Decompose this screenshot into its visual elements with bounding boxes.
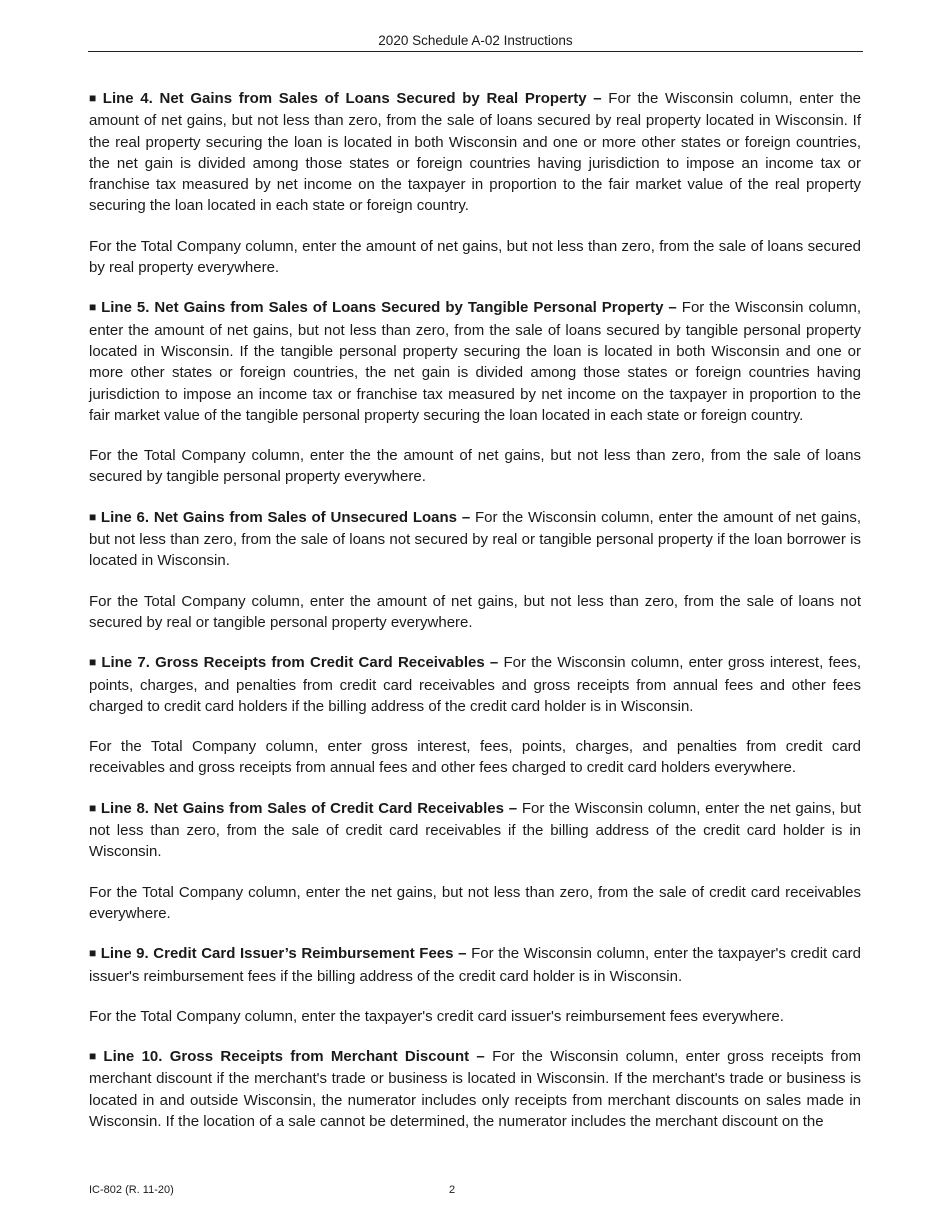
paragraph-line-6 [89, 507, 861, 572]
line-8-total-text: For the Total Company column, enter the net gains, but not less than zero, from the sale of credit card receivables everywhere. [89, 883, 861, 922]
bullet-square-icon: ■ [89, 800, 97, 815]
line-10-text: For the Wisconsin column, enter gross receipts from merchant discount if the merchant's trade or business is located in Wisconsin. If the merchant's trade or business is located in and outside Wisconsin, the numerator includes only receipts from merchant discounts on sales made in Wisconsin. If the location of a sale cannot be determined, the numerator includes the merchant discount on the [89, 1048, 861, 1130]
paragraph-line-7-total [89, 736, 861, 779]
paragraph-line-7 [89, 652, 861, 717]
line-7-heading: Line 7. Gross Receipts from Credit Card Receivables – [101, 654, 499, 672]
line-6-heading: Line 6. Net Gains from Sales of Unsecured Loans – [100, 508, 471, 526]
bullet-square-icon: ■ [89, 509, 97, 524]
footer-page-number: 2 [449, 1184, 456, 1196]
line-4-total-text: For the Total Company column, enter the amount of net gains, but not less than zero, from the sale of loans secured by real property everywhere. [89, 237, 861, 277]
paragraph-line-9-total [89, 1006, 861, 1027]
line-6-text: For the Wisconsin column, enter the amount of net gains, but not less than zero, from the sale of loans not secured by real or tangible personal property if the loan borrower is located in Wisconsin. [89, 508, 862, 570]
bullet-square-icon: ■ [89, 1049, 100, 1064]
bullet-square-icon: ■ [89, 946, 97, 961]
paragraph-line-8 [89, 798, 861, 863]
line-4-heading: Line 4. Net Gains from Sales of Loans Secured by Real Property – [102, 90, 602, 107]
paragraph-line-9 [89, 943, 861, 987]
paragraph-line-4 [89, 88, 861, 217]
footer-form-number: IC-802 (R. 11-20) [89, 1184, 174, 1196]
bullet-square-icon: ■ [89, 91, 99, 105]
page-header-title: 2020 Schedule A-02 Instructions [378, 33, 573, 48]
paragraph-line-5-total [89, 445, 861, 488]
line-7-total-text: For the Total Company column, enter gross interest, fees, points, charges, and penalties from credit card receivables and gross receipts from annual fees and other fees charged to credit card holders everywhere. [89, 738, 861, 777]
line-9-heading: Line 9. Credit Card Issuer’s Reimbursement Fees – [100, 945, 467, 963]
paragraph-line-8-total [89, 882, 861, 925]
paragraph-line-10 [89, 1046, 861, 1132]
line-8-heading: Line 8. Net Gains from Sales of Credit Card Receivables – [100, 799, 518, 817]
paragraph-line-6-total [89, 591, 861, 634]
line-6-total-text: For the Total Company column, enter the amount of net gains, but not less than zero, from the sale of loans not secured by real or tangible personal property everywhere. [89, 592, 861, 631]
page-header [88, 32, 863, 52]
line-7-text: For the Wisconsin column, enter gross interest, fees, points, charges, and penalties from credit card receivables and gross receipts from annual fees and other fees charged to credit card holders if the billing address of the credit card holder is in Wisconsin. [89, 654, 861, 715]
paragraph-line-4-total [89, 236, 861, 279]
bullet-square-icon: ■ [89, 655, 98, 670]
line-8-text: For the Wisconsin column, enter the net gains, but not less than zero, from the sale of credit card receivables if the billing address of the credit card holder is in Wisconsin. [89, 799, 861, 861]
bullet-square-icon: ■ [89, 300, 98, 315]
line-5-total-text: For the Total Company column, enter the the amount of net gains, but not less than zero, from the sale of loans secured by tangible personal property everywhere. [89, 447, 861, 486]
line-9-total-text: For the Total Company column, enter the taxpayer's credit card issuer's reimbursement fees everywhere. [89, 1007, 784, 1025]
instructions-body [89, 88, 861, 1151]
line-9-text: For the Wisconsin column, enter the taxpayer's credit card issuer's reimbursement fees if the billing address of the credit card holder is in Wisconsin. [89, 945, 861, 985]
line-5-text: For the Wisconsin column, enter the amount of net gains, but not less than zero, from the sale of loans secured by tangible personal property located in Wisconsin. If the tangible personal property securing the loan is located in both Wisconsin and one or more other states or foreign countries, the net gain is divided among those states or foreign countries having jurisdiction to impose an income tax or franchise tax measured by net income on the taxpayer in proportion to the fair market value of the tangible personal property securing the loan located in each state or foreign country. [89, 299, 861, 424]
line-4-text: For the Wisconsin column, enter the amount of net gains, but not less than zero, from the sale of loans secured by real property located in Wisconsin. If the real property securing the loan is located in both Wisconsin and one or more other states or foreign countries, the net gain is divided among those states or foreign countries having jurisdiction to impose an income tax or franchise tax measured by net income on the taxpayer in proportion to the fair market value of the real property securing the loan located in each state or foreign country. [89, 90, 862, 215]
paragraph-line-5 [89, 297, 861, 426]
line-5-heading: Line 5. Net Gains from Sales of Loans Secured by Tangible Personal Property – [101, 299, 677, 317]
line-10-heading: Line 10. Gross Receipts from Merchant Discount – [103, 1048, 485, 1066]
